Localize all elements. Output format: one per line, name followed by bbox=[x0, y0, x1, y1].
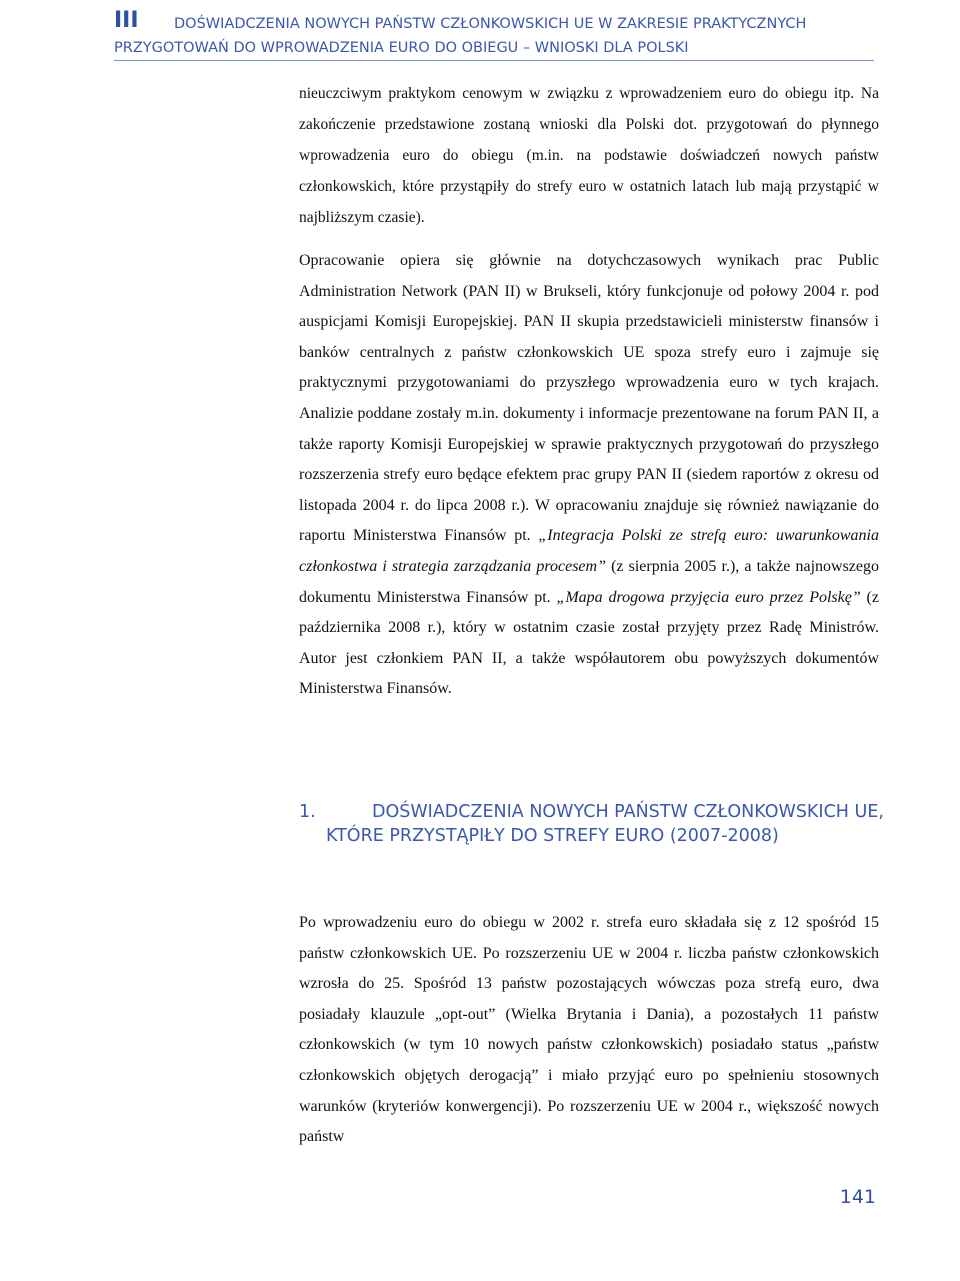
header-title-line-1: DOŚWIADCZENIA NOWYCH PAŃSTW CZŁONKOWSKICH UE W ZAKRESIE PRAKTYCZNYCH bbox=[174, 16, 807, 32]
body-paragraph-1: nieuczciwym praktykom cenowym w związku z wprowadzeniem euro do obiegu itp. Na zakończenie przedstawione zostaną wnioski dla Polski dot. przygotowań do płynnego wprowadzenia euro do obiegu (m.in. na podstawie doświadczeń nowych państw członkowskich, które przystąpiły do strefy euro w ostatnich latach lub mają przystąpić w najbliższym czasie). bbox=[299, 85, 879, 226]
page-number: 141 bbox=[839, 1186, 876, 1208]
header-title-line-2: PRZYGOTOWAŃ DO WPROWADZENIA EURO DO OBIEGU – WNIOSKI DLA POLSKI bbox=[114, 40, 689, 56]
header-divider bbox=[114, 60, 874, 61]
section-title: DOŚWIADCZENIA NOWYCH PAŃSTW CZŁONKOWSKICH UE, KTÓRE PRZYSTĄPIŁY DO STREFY EURO (2007-2008) bbox=[326, 802, 884, 846]
paragraph-2-text-c: (z października 2008 r.), który w ostatnim czasie został przyjęty przez Radę Ministrów. Autor jest członkiem PAN II, a także współautorem obu powyższych dokumentów Ministerstwa Finansów. bbox=[299, 588, 879, 698]
body-paragraph-3: Po wprowadzeniu euro do obiegu w 2002 r. strefa euro składała się z 12 spośród 15 państw członkowskich UE. Po rozszerzeniu UE w 2004 r. liczba państw członkowskich wzrosła do 25. Spośród 13 państw pozostających wówczas poza strefą euro, dwa posiadały klauzule „opt-out” (Wielka Brytania i Dania), a pozostałych 11 państw członkowskich (w tym 10 nowych państw członkowskich) posiadało status „państw członkowskich objętych derogacją” i miało przyjąć euro po spełnieniu stosownych warunków (kryteriów konwergencji). Po rozszerzeniu UE w 2004 r., większość nowych państw bbox=[299, 914, 879, 1146]
paragraph-2-text-a: Opracowanie opiera się głównie na dotychczasowych wynikach prac Public Administration Network (PAN II) w Brukseli, który funkcjonuje od połowy 2004 r. pod auspicjami Komisji Europejskiej. PAN II skupia przedstawicieli ministerstw finansów i banków centralnych z państw członkowskich UE spoza strefy euro i zajmuje się praktycznymi przygotowaniami do przyszłego wprowadzenia euro w tych krajach. Analizie poddane zostały m.in. dokumenty i informacje prezentowane na forum PAN II, a także raporty Komisji Europejskiej w sprawie praktycznych przygotowań do przyszłego rozszerzenia strefy euro będące efektem prac grupy PAN II (siedem raportów z okresu od listopada 2004 r. do lipca 2008 r.). W opracowaniu znajduje się również nawiązanie do raportu Ministerstwa Finansów pt. bbox=[299, 252, 879, 545]
paragraph-2-text-b: (z sierpnia 2005 r.), a także najnowszego dokumentu Ministerstwa Finansów pt. bbox=[299, 557, 880, 606]
body-paragraph-2 bbox=[299, 246, 879, 705]
chapter-roman-numeral: III bbox=[114, 8, 139, 33]
document-title-integracja: „Integracja Polski ze strefą euro: uwarunkowania członkostwa i strategia zarządzania procesem” bbox=[299, 527, 879, 575]
document-title-mapa-drogowa: „Mapa drogowa przyjęcia euro przez Polskę” bbox=[556, 588, 861, 606]
section-number: 1. bbox=[299, 802, 316, 822]
